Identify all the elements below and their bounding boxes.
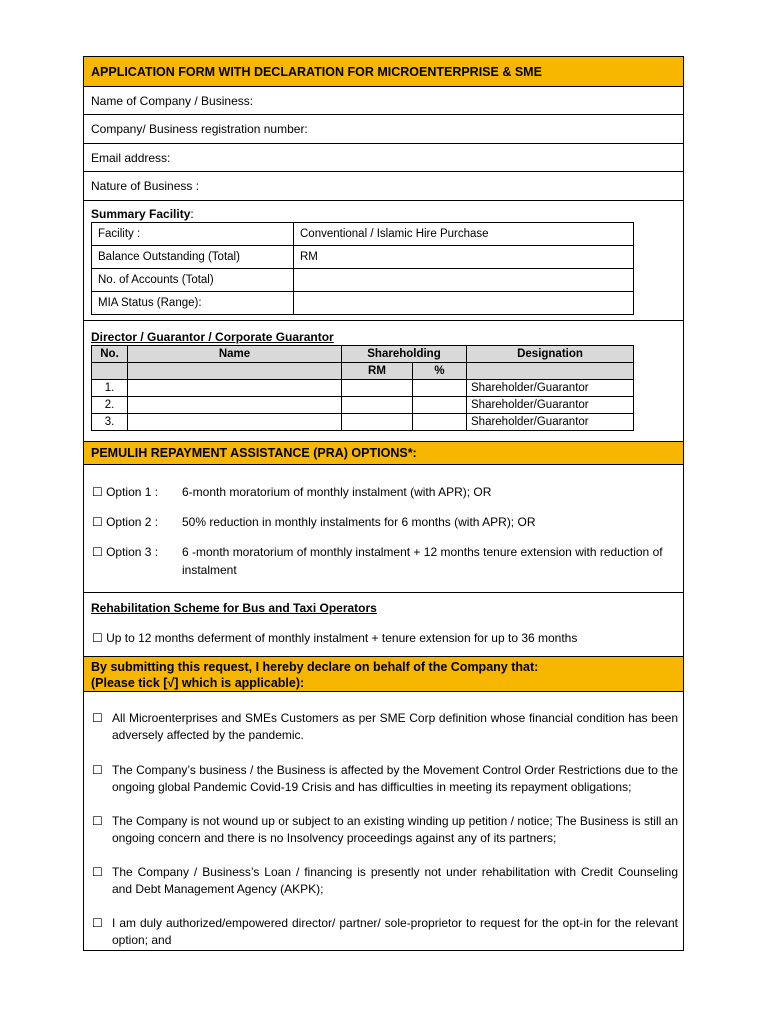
facility-label: Facility : [92,223,294,246]
option-3-text: 6 -month moratorium of monthly instalment + 12 months tenure extension with reduction of instalment [182,545,663,577]
col-no-header: No. [92,346,128,363]
accounts-value[interactable] [294,269,634,292]
declaration-item-5[interactable] [92,915,678,949]
director-guarantor-section [84,321,683,442]
designation-cell: Shareholder/Guarantor [467,397,634,414]
declaration-checkbox[interactable]: ☐ [92,711,103,725]
declaration-section [84,692,683,950]
nature-of-business-field[interactable]: Nature of Business : [84,172,683,201]
declaration-item-3[interactable] [92,813,678,847]
declaration-text: All Microenterprises and SMEs Customers as per SME Corp definition whose financial condition has been adversely affected by the pandemic. [112,711,678,742]
option-3[interactable] [92,543,677,579]
table-row [92,380,634,397]
option-1[interactable] [92,483,677,501]
director-name-cell[interactable] [128,380,342,397]
summary-facility-heading: Summary Facility: [91,207,194,221]
mia-status-value[interactable] [294,292,634,315]
table-row [92,292,634,315]
row-number: 1. [92,380,128,397]
table-row [92,414,634,431]
director-name-cell[interactable] [128,397,342,414]
form-title: APPLICATION FORM WITH DECLARATION FOR MICROENTERPRISE & SME [84,57,683,87]
option-2[interactable] [92,513,677,531]
declaration-item-1[interactable] [92,710,678,744]
rehabilitation-option[interactable]: ☐ Up to 12 months deferment of monthly instalment + tenure extension for up to 36 months [92,631,578,645]
row-number: 3. [92,414,128,431]
accounts-label: No. of Accounts (Total) [92,269,294,292]
table-row [92,397,634,414]
option-2-text: 50% reduction in monthly instalments for 6 months (with APR); OR [182,515,536,529]
declaration-text: The Company is not wound up or subject to an existing winding up petition / notice; The Business is still an ongoing concern and there is no Insolvency proceedings against any of its partners; [112,814,678,845]
col-designation-header: Designation [467,346,634,363]
rm-cell[interactable] [342,380,413,397]
table-row [92,246,634,269]
summary-facility-table [91,222,634,315]
col-shareholding-header: Shareholding [342,346,467,363]
declaration-header [84,657,683,692]
rm-cell[interactable] [342,397,413,414]
rehabilitation-section [84,593,683,657]
pra-options-header: PEMULIH REPAYMENT ASSISTANCE (PRA) OPTIONS*: [84,442,683,465]
option-3-label[interactable]: ☐ Option 3 : [92,545,159,559]
pct-cell[interactable] [413,397,467,414]
email-field[interactable]: Email address: [84,144,683,172]
director-name-cell[interactable] [128,414,342,431]
option-2-label[interactable]: ☐ Option 2 : [92,515,159,529]
declaration-checkbox[interactable]: ☐ [92,865,103,879]
application-form [83,56,684,951]
col-name-header: Name [128,346,342,363]
row-number: 2. [92,397,128,414]
summary-facility-section [84,201,683,321]
declaration-text: The Company / Business’s Loan / financing is presently not under rehabilitation with Credit Counseling and Debt Management Agency (AKPK); [112,865,678,896]
rehabilitation-heading: Rehabilitation Scheme for Bus and Taxi Operators [91,601,377,615]
designation-cell: Shareholder/Guarantor [467,380,634,397]
declaration-checkbox[interactable]: ☐ [92,814,103,828]
declaration-text: I am duly authorized/empowered director/ partner/ sole-proprietor to request for the opt-in for the relevant option; and [112,916,678,947]
company-name-field[interactable]: Name of Company / Business: [84,87,683,115]
facility-value[interactable]: Conventional / Islamic Hire Purchase [294,223,634,246]
declaration-checkbox[interactable]: ☐ [92,763,103,777]
balance-value[interactable]: RM [294,246,634,269]
option-1-text: 6-month moratorium of monthly instalment (with APR); OR [182,485,492,499]
option-1-label[interactable]: ☐ Option 1 : [92,485,159,499]
declaration-item-4[interactable] [92,864,678,898]
declaration-line-2: (Please tick [√] which is applicable): [91,676,305,690]
declaration-line-1: By submitting this request, I hereby declare on behalf of the Company that: [91,660,539,674]
col-pct-header: % [413,363,467,380]
declaration-text: The Company’s business / the Business is affected by the Movement Control Order Restrictions due to the ongoing global Pandemic Covid-19 Crisis and has difficulties in meeting its repayment obligations; [112,763,678,794]
director-guarantor-heading: Director / Guarantor / Corporate Guarantor [91,330,334,344]
pct-cell[interactable] [413,380,467,397]
designation-cell: Shareholder/Guarantor [467,414,634,431]
declaration-item-2[interactable] [92,762,678,796]
col-rm-header: RM [342,363,413,380]
table-row [92,269,634,292]
director-table [91,345,634,431]
mia-status-label: MIA Status (Range): [92,292,294,315]
table-row [92,223,634,246]
pct-cell[interactable] [413,414,467,431]
balance-label: Balance Outstanding (Total) [92,246,294,269]
pra-options-section [84,465,683,593]
declaration-checkbox[interactable]: ☐ [92,916,103,930]
rm-cell[interactable] [342,414,413,431]
registration-number-field[interactable]: Company/ Business registration number: [84,115,683,144]
